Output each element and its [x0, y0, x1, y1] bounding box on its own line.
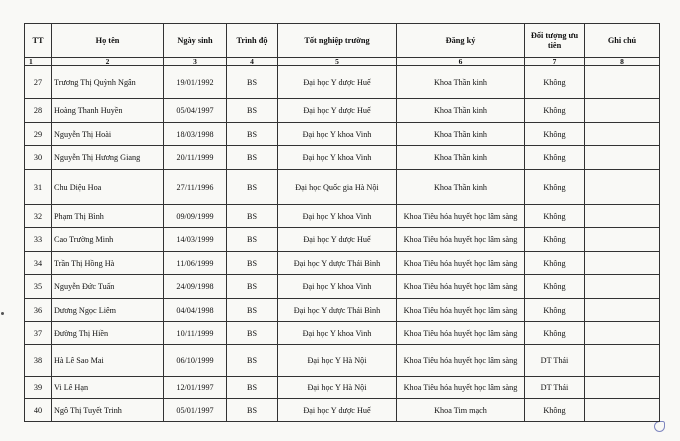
cell-name: Nguyễn Đức Tuấn — [52, 275, 164, 299]
cell-note — [585, 170, 660, 205]
cell-tt: 39 — [25, 377, 52, 399]
table-row — [25, 228, 660, 252]
cell-tt: 28 — [25, 99, 52, 123]
cell-school: Đại học Y khoa Vinh — [278, 123, 397, 146]
cell-dept: Khoa Tiêu hóa huyết học lâm sàng — [397, 228, 525, 252]
cell-dob: 12/01/1997 — [164, 377, 227, 399]
cell-priority: DT Thái — [525, 345, 585, 377]
cell-dept: Khoa Tiêu hóa huyết học lâm sàng — [397, 275, 525, 299]
cell-note — [585, 228, 660, 252]
cell-school: Đại học Y Hà Nội — [278, 345, 397, 377]
header-school: Tốt nghiệp trường — [278, 24, 397, 58]
cell-priority: Không — [525, 146, 585, 170]
cell-dept: Khoa Thần kinh — [397, 123, 525, 146]
header-level: Trình độ — [227, 24, 278, 58]
cell-priority: Không — [525, 228, 585, 252]
cell-dept: Khoa Tiêu hóa huyết học lâm sàng — [397, 299, 525, 322]
cell-school: Đại học Y khoa Vinh — [278, 146, 397, 170]
cell-priority: Không — [525, 275, 585, 299]
cell-dob: 05/04/1997 — [164, 99, 227, 123]
cell-priority: Không — [525, 170, 585, 205]
cell-level: BS — [227, 322, 278, 345]
header-row — [25, 24, 660, 58]
header-name: Họ tên — [52, 24, 164, 58]
cell-level: BS — [227, 66, 278, 99]
cell-note — [585, 146, 660, 170]
cell-note — [585, 299, 660, 322]
cell-name: Ngô Thị Tuyết Trinh — [52, 399, 164, 422]
cell-tt: 37 — [25, 322, 52, 345]
cell-dob: 10/11/1999 — [164, 322, 227, 345]
cell-school: Đại học Y dược Huế — [278, 399, 397, 422]
cell-dept: Khoa Thần kinh — [397, 146, 525, 170]
cell-level: BS — [227, 228, 278, 252]
cell-dob: 20/11/1999 — [164, 146, 227, 170]
cell-school: Đại học Y Hà Nội — [278, 377, 397, 399]
cell-school: Đại học Y dược Thái Bình — [278, 252, 397, 275]
table-row — [25, 66, 660, 99]
cell-note — [585, 377, 660, 399]
cell-school: Đại học Y khoa Vinh — [278, 275, 397, 299]
table-row — [25, 322, 660, 345]
cell-name: Trương Thị Quỳnh Ngân — [52, 66, 164, 99]
cell-school: Đại học Y dược Thái Bình — [278, 299, 397, 322]
cell-tt: 34 — [25, 252, 52, 275]
cell-name: Vi Lê Hạn — [52, 377, 164, 399]
cell-priority: Không — [525, 252, 585, 275]
cell-dept: Khoa Tiêu hóa huyết học lâm sàng — [397, 322, 525, 345]
cell-priority: Không — [525, 99, 585, 123]
cell-note — [585, 252, 660, 275]
cell-tt: 33 — [25, 228, 52, 252]
cell-note — [585, 345, 660, 377]
cell-dept: Khoa Tim mạch — [397, 399, 525, 422]
cell-level: BS — [227, 377, 278, 399]
scan-speck — [1, 312, 4, 315]
cell-dept: Khoa Tiêu hóa huyết học lâm sàng — [397, 377, 525, 399]
cell-priority: Không — [525, 123, 585, 146]
cell-tt: 31 — [25, 170, 52, 205]
cell-level: BS — [227, 123, 278, 146]
cell-note — [585, 205, 660, 228]
cell-school: Đại học Quốc gia Hà Nội — [278, 170, 397, 205]
cell-name: Đường Thị Hiền — [52, 322, 164, 345]
cell-name: Phạm Thị Bình — [52, 205, 164, 228]
col-num-3: 3 — [164, 58, 227, 66]
cell-note — [585, 322, 660, 345]
cell-dept: Khoa Tiêu hóa huyết học lâm sàng — [397, 252, 525, 275]
cell-priority: Không — [525, 399, 585, 422]
cell-dob: 14/03/1999 — [164, 228, 227, 252]
cell-dob: 27/11/1996 — [164, 170, 227, 205]
cell-dob: 24/09/1998 — [164, 275, 227, 299]
header-tt: TT — [25, 24, 52, 58]
cell-note — [585, 399, 660, 422]
cell-note — [585, 275, 660, 299]
header-dob: Ngày sinh — [164, 24, 227, 58]
table-row — [25, 252, 660, 275]
cell-tt: 30 — [25, 146, 52, 170]
col-num-4: 4 — [227, 58, 278, 66]
table-row — [25, 377, 660, 399]
table-row — [25, 299, 660, 322]
cell-name: Nguyễn Thị Hương Giang — [52, 146, 164, 170]
cell-level: BS — [227, 275, 278, 299]
cell-school: Đại học Y khoa Vinh — [278, 205, 397, 228]
cell-priority: Không — [525, 299, 585, 322]
cell-tt: 36 — [25, 299, 52, 322]
cell-dept: Khoa Thần kinh — [397, 99, 525, 123]
cell-note — [585, 99, 660, 123]
cell-name: Chu Diệu Hoa — [52, 170, 164, 205]
table-row — [25, 123, 660, 146]
cell-dob: 05/01/1997 — [164, 399, 227, 422]
column-number-row — [25, 58, 660, 66]
cell-school: Đại học Y dược Huế — [278, 66, 397, 99]
cell-name: Dương Ngọc Liêm — [52, 299, 164, 322]
cell-dob: 04/04/1998 — [164, 299, 227, 322]
col-num-2: 2 — [52, 58, 164, 66]
cell-name: Nguyễn Thị Hoài — [52, 123, 164, 146]
cell-level: BS — [227, 205, 278, 228]
cell-tt: 29 — [25, 123, 52, 146]
cell-level: BS — [227, 170, 278, 205]
cell-dept: Khoa Tiêu hóa huyết học lâm sàng — [397, 345, 525, 377]
cell-dob: 06/10/1999 — [164, 345, 227, 377]
cell-level: BS — [227, 299, 278, 322]
cell-dob: 19/01/1992 — [164, 66, 227, 99]
cell-level: BS — [227, 399, 278, 422]
table-row — [25, 205, 660, 228]
cell-level: BS — [227, 345, 278, 377]
cell-name: Hà Lê Sao Mai — [52, 345, 164, 377]
header-note: Ghi chú — [585, 24, 660, 58]
header-priority: Đối tượng ưu tiên — [525, 24, 585, 58]
table-row — [25, 146, 660, 170]
cell-dob: 09/09/1999 — [164, 205, 227, 228]
table-row — [25, 345, 660, 377]
cell-tt: 32 — [25, 205, 52, 228]
cell-name: Cao Trường Minh — [52, 228, 164, 252]
cell-tt: 38 — [25, 345, 52, 377]
cell-note — [585, 123, 660, 146]
cell-school: Đại học Y khoa Vinh — [278, 322, 397, 345]
cell-name: Hoàng Thanh Huyền — [52, 99, 164, 123]
cell-level: BS — [227, 146, 278, 170]
table-row — [25, 99, 660, 123]
cell-level: BS — [227, 252, 278, 275]
cell-school: Đại học Y dược Huế — [278, 99, 397, 123]
cell-priority: DT Thái — [525, 377, 585, 399]
cell-level: BS — [227, 99, 278, 123]
table-row — [25, 399, 660, 422]
candidate-table — [24, 23, 660, 422]
col-num-6: 6 — [397, 58, 525, 66]
cell-tt: 27 — [25, 66, 52, 99]
cell-dept: Khoa Thần kinh — [397, 170, 525, 205]
cell-dob: 18/03/1998 — [164, 123, 227, 146]
cell-name: Trần Thị Hồng Hà — [52, 252, 164, 275]
cell-note — [585, 66, 660, 99]
cell-tt: 35 — [25, 275, 52, 299]
cell-priority: Không — [525, 205, 585, 228]
cell-dept: Khoa Tiêu hóa huyết học lâm sàng — [397, 205, 525, 228]
col-num-8: 8 — [585, 58, 660, 66]
table-row — [25, 275, 660, 299]
col-num-1: 1 — [25, 58, 52, 66]
cell-priority: Không — [525, 66, 585, 99]
cell-school: Đại học Y dược Huế — [278, 228, 397, 252]
col-num-5: 5 — [278, 58, 397, 66]
cell-priority: Không — [525, 322, 585, 345]
table-row — [25, 170, 660, 205]
page-corner-mark-icon — [654, 421, 665, 432]
header-dept: Đăng ký — [397, 24, 525, 58]
col-num-7: 7 — [525, 58, 585, 66]
cell-tt: 40 — [25, 399, 52, 422]
cell-dept: Khoa Thần kinh — [397, 66, 525, 99]
cell-dob: 11/06/1999 — [164, 252, 227, 275]
